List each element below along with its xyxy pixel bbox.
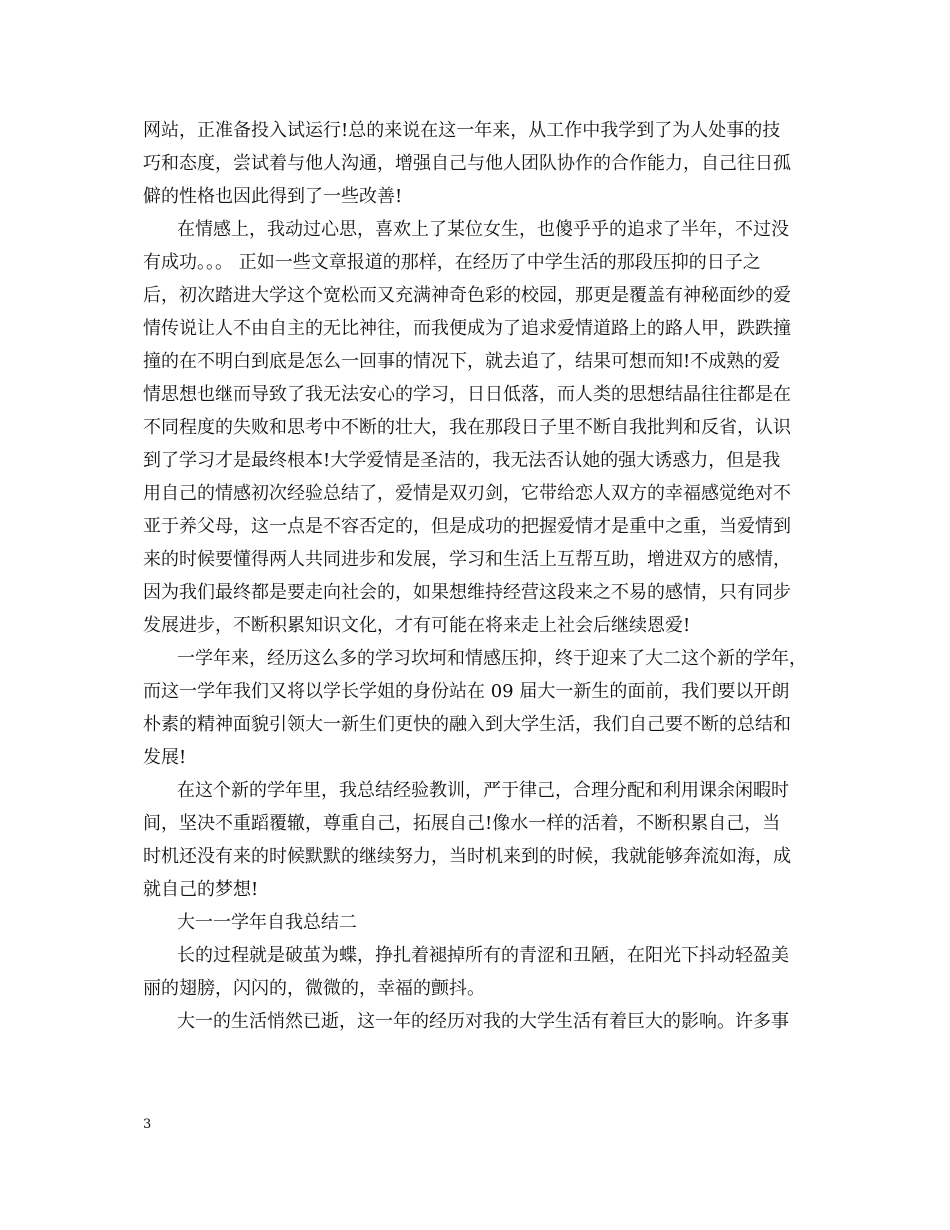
text-line: 情思想也继而导致了我无法安心的学习，日日低落，而人类的思想结晶往往都是在	[143, 384, 791, 405]
text-line: 用自己的情感初次经验总结了，爱情是双刃剑，它带给恋人双方的幸福感觉绝对不	[143, 483, 791, 504]
text-line: 亚于养父母，这一点是不容否定的，但是成功的把握爱情才是重中之重，当爱情到	[143, 516, 791, 537]
text-line: 网站，正准备投入试运行!总的来说在这一年来，从工作中我学到了为人处事的技	[143, 120, 781, 141]
text-line: 发展!	[143, 747, 187, 768]
text-line: 大一的生活悄然已逝，这一年的经历对我的大学生活有着巨大的影响。许多事	[177, 1011, 789, 1032]
text-line: 发展进步，不断积累知识文化，才有可能在将来走上社会后继续恩爱!	[143, 615, 691, 636]
text-line: 到了学习才是最终根本!大学爱情是圣洁的，我无法否认她的强大诱惑力，但是我	[143, 450, 781, 471]
text-line: 丽的翅膀，闪闪的，微微的，幸福的颤抖。	[143, 978, 485, 999]
text-line: 后，初次踏进大学这个宽松而又充满神奇色彩的校园，那更是覆盖有神秘面纱的爱	[143, 285, 791, 306]
text-line: 长的过程就是破茧为蝶，挣扎着褪掉所有的青涩和丑陋，在阳光下抖动轻盈美	[177, 945, 789, 966]
text-line: 一学年来，经历这么多的学习坎坷和情感压抑，终于迎来了大二这个新的学年，	[177, 648, 807, 669]
text-line: 僻的性格也因此得到了一些改善!	[143, 186, 403, 207]
text-line: 朴素的精神面貌引领大一新生们更快的融入到大学生活，我们自己要不断的总结和	[143, 714, 791, 735]
text-line: 时机还没有来的时候默默的继续努力，当时机来到的时候，我就能够奔流如海，成	[143, 846, 791, 867]
text-line: 就自己的梦想!	[143, 879, 259, 900]
text-line: 有成功。。。 正如一些文章报道的那样，在经历了中学生活的那段压抑的日子之	[143, 252, 761, 273]
text-line: 不同程度的失败和思考中不断的壮大，我在那段日子里不断自我批判和反省，认识	[143, 417, 791, 438]
text-line: 巧和态度，尝试着与他人沟通，增强自己与他人团队协作的合作能力，自己往日孤	[143, 153, 791, 174]
section-heading: 大一一学年自我总结二	[177, 912, 357, 933]
text-line: 在这个新的学年里，我总结经验教训，严于律己，合理分配和利用课余闲暇时	[177, 780, 789, 801]
text-line: 撞的在不明白到底是怎么一回事的情况下，就去追了，结果可想而知!不成熟的爱	[143, 351, 781, 372]
text-line: 情传说让人不由自主的无比神往，而我便成为了追求爱情道路上的路人甲，跌跌撞	[143, 318, 791, 339]
text-line: 而这一学年我们又将以学长学姐的身份站在 09 届大一新生的面前，我们要以开朗	[143, 681, 790, 702]
body-text	[143, 114, 823, 1038]
page-number: 3	[143, 1117, 152, 1132]
text-line: 来的时候要懂得两人共同进步和发展，学习和生活上互帮互助，增进双方的感情，	[143, 549, 791, 570]
text-line: 因为我们最终都是要走向社会的，如果想维持经营这段来之不易的感情，只有同步	[143, 582, 791, 603]
text-line: 在情感上，我动过心思，喜欢上了某位女生，也傻乎乎的追求了半年，不过没	[177, 219, 789, 240]
text-line: 间，坚决不重蹈覆辙，尊重自己，拓展自己!像水一样的活着，不断积累自己，当	[143, 813, 781, 834]
